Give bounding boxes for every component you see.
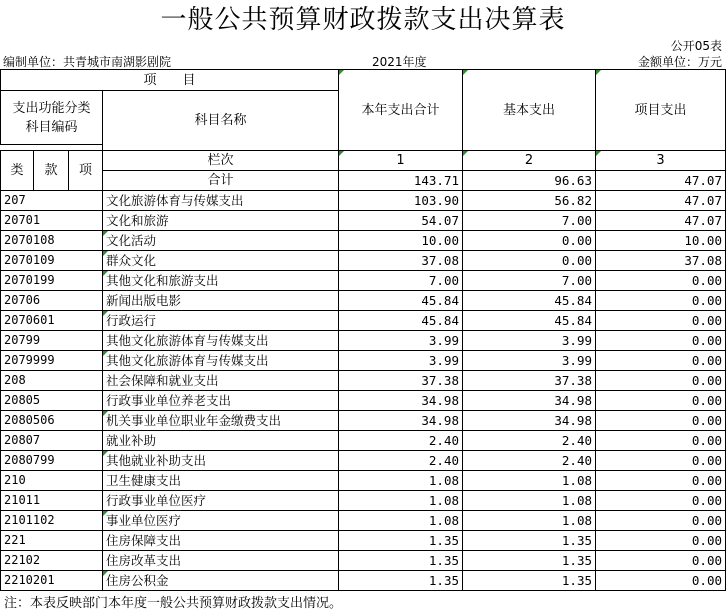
header-col1: 1 [339,151,463,171]
row-basic: 37.38 [463,371,596,391]
compiling-unit: 编制单位：共青城市南湖影剧院 [3,55,172,69]
row-code: 2070601 [1,311,103,331]
row-basic: 45.84 [463,291,596,311]
table-row [1,491,726,511]
row-project: 0.00 [596,351,726,371]
row-basic: 3.99 [463,331,596,351]
sum-project: 47.07 [596,171,726,191]
row-total: 34.98 [339,411,463,431]
table-row [1,351,726,371]
row-project: 10.00 [596,231,726,251]
row-name: 机关事业单位职业年金缴费支出 [103,411,339,431]
row-basic: 7.00 [463,211,596,231]
row-name: 文化旅游体育与传媒支出 [103,191,339,211]
row-project: 0.00 [596,311,726,331]
row-project: 0.00 [596,531,726,551]
table-row [1,191,726,211]
table-row [1,411,726,431]
row-name: 其他文化旅游体育与传媒支出 [103,351,339,371]
row-code: 2080506 [1,411,103,431]
table-header [1,70,726,191]
header-col3: 3 [596,151,726,171]
table-row [1,551,726,571]
table-row [1,391,726,411]
row-total: 1.35 [339,571,463,591]
table-row [1,471,726,491]
row-code: 207 [1,191,103,211]
row-total: 54.07 [339,211,463,231]
row-name: 新闻出版电影 [103,291,339,311]
row-basic: 0.00 [463,231,596,251]
row-basic: 56.82 [463,191,596,211]
table-row [1,431,726,451]
row-code: 20799 [1,331,103,351]
row-code: 2070199 [1,271,103,291]
header-func-code: 支出功能分类 科目编码 [1,91,103,145]
row-total: 1.08 [339,471,463,491]
header-project: 项目支出 [596,70,726,151]
header-basic: 基本支出 [463,70,596,151]
row-basic: 3.99 [463,351,596,371]
row-code: 20706 [1,291,103,311]
table-row [1,571,726,591]
row-project: 47.07 [596,191,726,211]
row-code: 2079999 [1,351,103,371]
row-total: 45.84 [339,291,463,311]
row-total: 2.40 [339,431,463,451]
row-total: 3.99 [339,351,463,371]
row-name: 事业单位医疗 [103,511,339,531]
row-basic: 2.40 [463,451,596,471]
row-name: 其他文化和旅游支出 [103,271,339,291]
row-code: 20807 [1,431,103,451]
row-name: 群众文化 [103,251,339,271]
row-total: 10.00 [339,231,463,251]
sum-basic: 96.63 [463,171,596,191]
row-code: 21011 [1,491,103,511]
row-basic: 1.08 [463,471,596,491]
row-project: 0.00 [596,551,726,571]
sum-total: 143.71 [339,171,463,191]
header-lei: 类 [1,151,34,191]
row-basic: 0.00 [463,251,596,271]
row-total: 1.35 [339,531,463,551]
row-name: 住房公积金 [103,571,339,591]
row-project: 0.00 [596,431,726,451]
row-project: 0.00 [596,391,726,411]
row-name: 文化活动 [103,231,339,251]
row-code: 2210201 [1,571,103,591]
table-row [1,211,726,231]
table-body [1,191,726,591]
row-code: 2070108 [1,231,103,251]
row-project: 0.00 [596,511,726,531]
row-code: 22102 [1,551,103,571]
row-name: 行政事业单位养老支出 [103,391,339,411]
row-total: 7.00 [339,271,463,291]
row-basic: 34.98 [463,411,596,431]
row-project: 0.00 [596,291,726,311]
row-project: 37.08 [596,251,726,271]
row-code: 221 [1,531,103,551]
row-code: 20805 [1,391,103,411]
row-name: 行政运行 [103,311,339,331]
row-total: 45.84 [339,311,463,331]
table-row [1,371,726,391]
row-name: 行政事业单位医疗 [103,491,339,511]
row-total: 37.08 [339,251,463,271]
row-name: 住房保障支出 [103,531,339,551]
row-name: 社会保障和就业支出 [103,371,339,391]
row-basic: 7.00 [463,271,596,291]
row-name: 其他文化旅游体育与传媒支出 [103,331,339,351]
row-project: 0.00 [596,571,726,591]
table-row [1,451,726,471]
row-name: 卫生健康支出 [103,471,339,491]
row-code: 210 [1,471,103,491]
row-basic: 1.08 [463,491,596,511]
row-code: 208 [1,371,103,391]
expenditure-table [0,69,726,591]
row-code: 2080799 [1,451,103,471]
row-total: 34.98 [339,391,463,411]
header-item: 项 目 [1,70,339,91]
row-code: 2101102 [1,511,103,531]
row-project: 0.00 [596,451,726,471]
row-project: 47.07 [596,211,726,231]
table-row [1,511,726,531]
row-name: 文化和旅游 [103,211,339,231]
row-basic: 1.35 [463,531,596,551]
table-row [1,331,726,351]
table-row [1,251,726,271]
table-row [1,291,726,311]
row-total: 1.08 [339,511,463,531]
row-basic: 2.40 [463,431,596,451]
table-row [1,311,726,331]
sum-label: 合计 [103,171,339,191]
header-total: 本年支出合计 [339,70,463,151]
row-basic: 1.35 [463,571,596,591]
row-basic: 45.84 [463,311,596,331]
table-note: 注：本表反映部门本年度一般公共预算财政拨款支出情况。 [4,596,343,611]
row-project: 0.00 [596,371,726,391]
row-total: 3.99 [339,331,463,351]
row-name: 住房改革支出 [103,551,339,571]
row-total: 103.90 [339,191,463,211]
row-name: 就业补助 [103,431,339,451]
fiscal-year: 2021年度 [372,55,427,69]
row-total: 37.38 [339,371,463,391]
header-column-no: 栏次 [103,151,339,171]
form-number: 公开05表 [670,39,722,53]
row-code: 2070109 [1,251,103,271]
row-project: 0.00 [596,411,726,431]
row-total: 1.35 [339,551,463,571]
row-basic: 1.08 [463,511,596,531]
header-xiang: 项 [69,151,103,191]
row-project: 0.00 [596,471,726,491]
row-total: 1.08 [339,491,463,511]
currency-unit: 金额单位：万元 [637,55,722,69]
table-row [1,271,726,291]
row-total: 2.40 [339,451,463,471]
table-row [1,531,726,551]
header-subject-name: 科目名称 [103,91,339,151]
header-kuan: 款 [34,151,69,191]
header-col2: 2 [463,151,596,171]
row-basic: 34.98 [463,391,596,411]
row-name: 其他就业补助支出 [103,451,339,471]
row-project: 0.00 [596,271,726,291]
table-row [1,231,726,251]
row-project: 0.00 [596,491,726,511]
row-basic: 1.35 [463,551,596,571]
report-title: 一般公共预算财政拨款支出决算表 [160,5,566,35]
row-project: 0.00 [596,331,726,351]
row-code: 20701 [1,211,103,231]
